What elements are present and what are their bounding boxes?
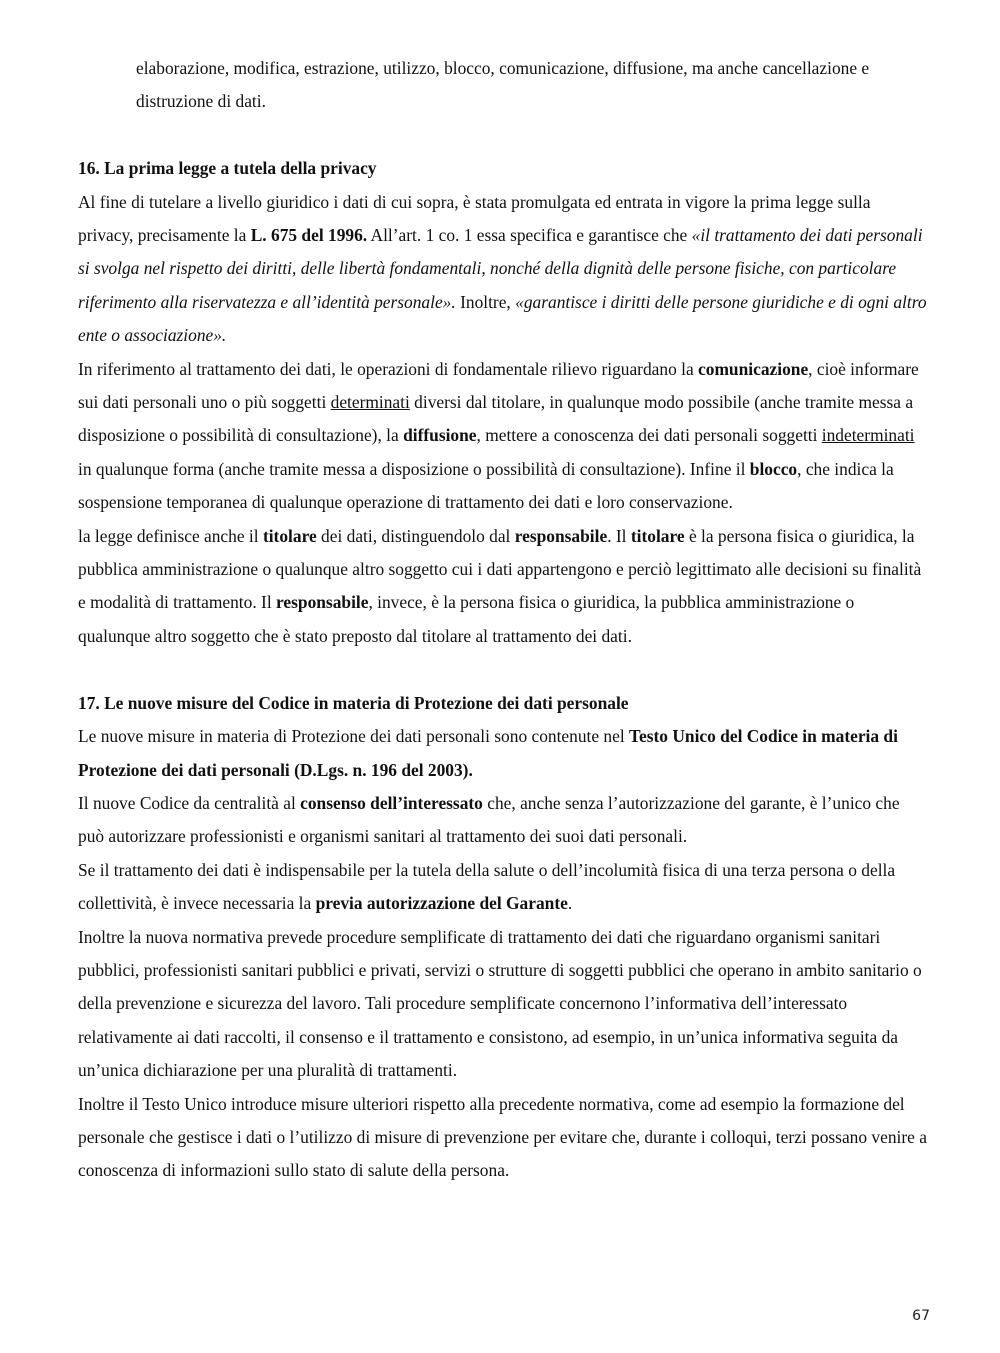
text-run: . Il (607, 525, 631, 546)
text-run: Le nuove misure in materia di Protezione dei dati personali sono contenute nel (78, 726, 630, 747)
section-16-paragraph-2 (78, 353, 928, 520)
term-autorizzazione-garante: previa autorizzazione del Garante (315, 893, 568, 914)
term-determinati: determinati (330, 392, 410, 413)
law-reference: L. 675 del 1996. (250, 225, 368, 246)
text-run: Al fine di tutelare a livello giuridico i dati di cui sopra, è stata promulgata ed entrata in vigore la prima legge sulla privacy, precisamente la (78, 191, 871, 246)
section-17-paragraph-2 (78, 787, 928, 854)
text-run: diversi dal titolare, in qualunque modo possibile (anche tramite messa a disposizione o possibilità di consultazione), la (78, 392, 914, 446)
quote-article-1-continued: «garantisce i diritti delle persone giuridiche e di ogni altro ente o associazione». (78, 291, 927, 346)
section-17 (78, 687, 928, 1188)
text-run: dei dati, distinguendolo dal (316, 525, 515, 546)
section-17-paragraph-4: Inoltre la nuova normativa prevede procedure semplificate di trattamento dei dati che riguardano organismi sanitari pubblici, professionisti sanitari pubblici e privati, servizi o strutture di soggetti pubblici che operano in ambito sanitario o della prevenzione e sicurezza del lavoro. Tali procedure semplificate concernono l’informativa dell’interessato relativamente ai dati raccolti, il consenso e il trattamento e consistono, ad esempio, in un’unica informativa seguita da un’unica dichiarazione per una pluralità di trattamenti. (78, 926, 922, 1081)
text-run: . (567, 893, 573, 914)
text-run: che, anche senza l’autorizzazione del garante, è l’unico che può autorizzare professionisti e organismi sanitari al trattamento dei suoi dati personali. (78, 792, 900, 847)
term-consenso: consenso dell’interessato (300, 792, 483, 813)
section-16-paragraph-3 (78, 520, 928, 654)
text-run: Il nuove Codice da centralità al (78, 792, 301, 813)
section-17-paragraph-5: Inoltre il Testo Unico introduce misure ulteriori rispetto alla precedente normativa, come ad esempio la formazione del personale che gestisce i dati o l’utilizzo di misure di prevenzione per evitare che, durante i colloqui, terzi possano venire a conoscenza di informazioni sullo stato di salute della persona. (78, 1093, 927, 1181)
term-titolare: titolare (262, 525, 317, 546)
quote-article-1: «il trattamento dei dati personali si svolga nel rispetto dei diritti, delle libertà fondamentali, nonché della dignità delle persone fisiche, con particolare riferimento alla riservatezza e all’identità personale». (78, 225, 923, 312)
text-run: è la persona fisica o giuridica, la pubblica amministrazione o qualunque altro soggetto cui i dati appartengono e perciò legittimato alle decisioni su finalità e modalità di trattamento. Il (78, 525, 922, 613)
text-run: , invece, è la persona fisica o giuridica, la pubblica amministrazione o qualunque altro soggetto che è stato preposto dal titolare al trattamento dei dati. (78, 592, 855, 646)
section-16-heading: 16. La prima legge a tutela della privacy (78, 158, 377, 179)
text-run: in qualunque forma (anche tramite messa a disposizione o possibilità di consultazione). Infine il (78, 458, 750, 479)
section-17-paragraph-1 (78, 720, 928, 787)
term-responsabile: responsabile (514, 525, 608, 546)
text-run: la legge definisce anche il (78, 525, 263, 546)
term-diffusione: diffusione (403, 425, 477, 446)
term-titolare: titolare (630, 525, 685, 546)
law-reference: Testo Unico del Codice in materia di Protezione dei dati personali (D.Lgs. n. 196 del 2003). (78, 726, 898, 780)
intro-paragraph: elaborazione, modifica, estrazione, utilizzo, blocco, comunicazione, diffusione, ma anche cancellazione e distruzione di dati. (136, 58, 870, 112)
term-comunicazione: comunicazione (698, 358, 809, 379)
term-responsabile: responsabile (276, 592, 369, 613)
page-number: 67 (912, 1308, 930, 1324)
text-run: All’art. 1 co. 1 essa specifica e garantisce che (367, 225, 692, 246)
text-run: Inoltre, (455, 291, 516, 312)
section-16-paragraph-1 (78, 186, 928, 353)
text-run: In riferimento al trattamento dei dati, le operazioni di fondamentale rilievo riguardano la (78, 358, 699, 379)
text-run: , cioè informare sui dati personali uno o più soggetti (78, 358, 919, 413)
section-17-heading: 17. Le nuove misure del Codice in materia di Protezione dei dati personale (78, 692, 629, 713)
term-blocco: blocco (749, 458, 798, 479)
text-run: Se il trattamento dei dati è indispensabile per la tutela della salute o dell’incolumità fisica di una terza persona o della collettività, è invece necessaria la (78, 859, 896, 914)
document-page (78, 52, 928, 1221)
text-run: , mettere a conoscenza dei dati personali soggetti (476, 425, 822, 446)
term-indeterminati: indeterminati (821, 425, 915, 446)
section-17-paragraph-3 (78, 854, 928, 921)
text-run: , che indica la sospensione temporanea di qualunque operazione di trattamento dei dati e loro conservazione. (78, 458, 894, 513)
section-16 (78, 152, 928, 653)
